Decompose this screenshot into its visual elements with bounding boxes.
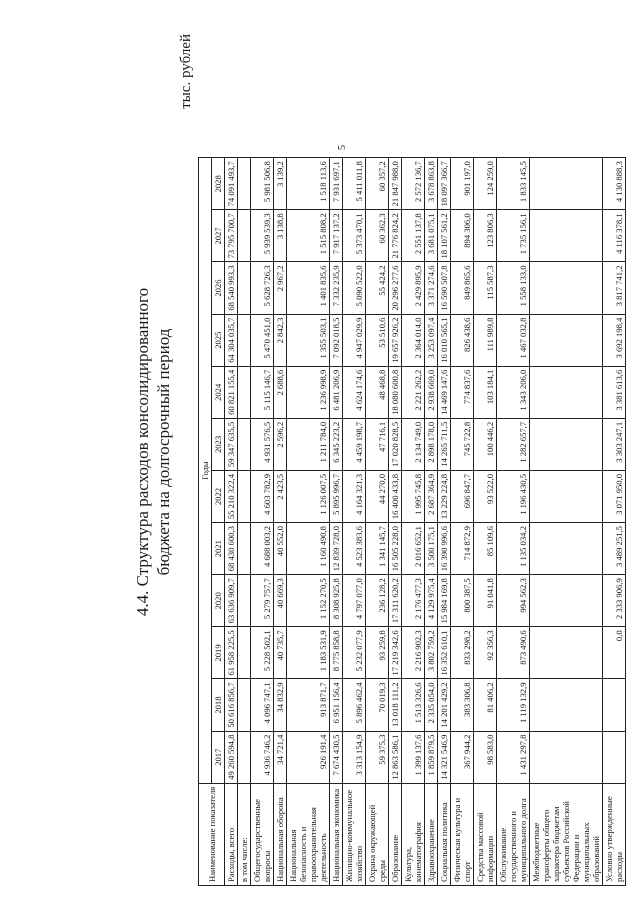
table-cell: 1 431 297,8 bbox=[497, 731, 530, 783]
table-cell: 7 092 018,5 bbox=[330, 314, 343, 366]
table-cell bbox=[530, 314, 603, 366]
row-label: Условно утвержденные расходы bbox=[603, 783, 626, 885]
table-cell: 34 832,9 bbox=[274, 679, 287, 731]
table-cell: 4 459 198,7 bbox=[343, 418, 366, 470]
years-group-header: Годы bbox=[199, 158, 212, 784]
table-cell: 68 540 993,3 bbox=[225, 262, 238, 314]
table-cell: 1 135 034,2 bbox=[497, 523, 530, 575]
table-cell: 111 989,8 bbox=[474, 314, 497, 366]
row-label: Национальная безопасность и правоохранительная деятельность bbox=[287, 783, 330, 885]
table-cell: 12 839 728,0 bbox=[330, 523, 343, 575]
row-label: Общегосударственные вопросы bbox=[251, 783, 274, 885]
table-cell: 7 917 137,2 bbox=[330, 210, 343, 262]
table-body bbox=[225, 158, 626, 886]
table-cell: 1 467 032,8 bbox=[497, 314, 530, 366]
table-cell: 2 423,5 bbox=[274, 471, 287, 523]
table-cell: 4 129 975,4 bbox=[425, 575, 438, 627]
table-cell: 91 041,8 bbox=[474, 575, 497, 627]
table-row bbox=[451, 158, 474, 886]
section-title-line1: 4.4. Структура расходов консолидированного bbox=[133, 287, 152, 617]
table-cell: 103 184,1 bbox=[474, 366, 497, 418]
table-cell bbox=[238, 418, 251, 470]
table-cell: 12 863 586,1 bbox=[389, 731, 402, 783]
table-cell: 4 936 746,2 bbox=[251, 731, 274, 783]
table-cell: 15 984 169,8 bbox=[438, 575, 451, 627]
table-cell: 800 387,5 bbox=[451, 575, 474, 627]
table-cell: 774 837,6 bbox=[451, 366, 474, 418]
table-cell: 20 296 277,6 bbox=[389, 262, 402, 314]
table-cell bbox=[238, 575, 251, 627]
table-cell: 2 551 137,8 bbox=[402, 210, 425, 262]
table-cell: 1 183 531,9 bbox=[287, 627, 330, 679]
row-label: Национальная экономика bbox=[330, 783, 343, 885]
table-cell: 4 130 888,3 bbox=[603, 158, 626, 210]
table-cell bbox=[530, 262, 603, 314]
table-cell: 4 116 378,1 bbox=[603, 210, 626, 262]
table-cell: 4 797 077,0 bbox=[343, 575, 366, 627]
table-cell: 59 375,3 bbox=[366, 731, 389, 783]
table-cell: 6 951 156,4 bbox=[330, 679, 343, 731]
table-cell: 73 795 700,7 bbox=[225, 210, 238, 262]
row-label: Образование bbox=[389, 783, 402, 885]
row-label: Расходы, всего bbox=[225, 783, 238, 885]
table-row bbox=[287, 158, 330, 886]
table-cell: 93 259,8 bbox=[366, 627, 389, 679]
table-cell: 50 616 856,7 bbox=[225, 679, 238, 731]
year-header: 2025 bbox=[212, 314, 225, 366]
table-cell: 17 311 620,2 bbox=[389, 575, 402, 627]
table-cell bbox=[530, 158, 603, 210]
table-cell: 1 558 133,0 bbox=[497, 262, 530, 314]
table-cell: 61 958 225,5 bbox=[225, 627, 238, 679]
table-cell: 6 481 206,9 bbox=[330, 366, 343, 418]
table-row bbox=[474, 158, 497, 886]
table-cell: 1 126 007,5 bbox=[287, 471, 330, 523]
table-cell: 81 406,2 bbox=[474, 679, 497, 731]
table-cell: 40 735,7 bbox=[274, 627, 287, 679]
row-label: Национальная оборона bbox=[274, 783, 287, 885]
table-cell bbox=[238, 523, 251, 575]
table-cell bbox=[530, 575, 603, 627]
table-cell: 55 210 322,4 bbox=[225, 471, 238, 523]
table-cell: 2 967,2 bbox=[274, 262, 287, 314]
table-cell: 1 833 145,5 bbox=[497, 158, 530, 210]
table-cell bbox=[530, 627, 603, 679]
table-cell: 849 865,6 bbox=[451, 262, 474, 314]
year-header: 2024 bbox=[212, 366, 225, 418]
table-cell: 2 016 652,1 bbox=[402, 523, 425, 575]
row-label: Межбюджетные трансферты общего характера бюджетам субъектов Российской Федерации и муниципальных образований bbox=[530, 783, 603, 885]
row-label: Культура, кинематография bbox=[402, 783, 425, 885]
table-cell: 60 357,2 bbox=[366, 158, 389, 210]
table-cell: 3 489 251,5 bbox=[603, 523, 626, 575]
table-cell: 994 562,3 bbox=[497, 575, 530, 627]
table-cell: 3 139,2 bbox=[274, 158, 287, 210]
table-cell: 4 164 321,3 bbox=[343, 471, 366, 523]
table-cell: 2 364 014,0 bbox=[402, 314, 425, 366]
table-row bbox=[238, 158, 251, 886]
page-number: 5 bbox=[337, 145, 348, 150]
table-cell: 44 270,0 bbox=[366, 471, 389, 523]
table-cell: 8 308 925,8 bbox=[330, 575, 343, 627]
year-header: 2019 bbox=[212, 627, 225, 679]
table-cell: 1 735 156,1 bbox=[497, 210, 530, 262]
table-cell: 2 176 477,3 bbox=[402, 575, 425, 627]
table-cell: 383 306,8 bbox=[451, 679, 474, 731]
table-cell: 0,0 bbox=[603, 627, 626, 679]
table-cell: 4 523 383,6 bbox=[343, 523, 366, 575]
table-cell: 18 107 561,2 bbox=[438, 210, 451, 262]
table-cell: 14 201 429,2 bbox=[438, 679, 451, 731]
table-cell: 2 688,6 bbox=[274, 366, 287, 418]
table-cell bbox=[603, 731, 626, 783]
table-cell: 3 138,8 bbox=[274, 210, 287, 262]
table-cell bbox=[530, 679, 603, 731]
year-header: 2023 bbox=[212, 418, 225, 470]
table-cell: 49 260 594,8 bbox=[225, 731, 238, 783]
table-cell: 17 219 342,6 bbox=[389, 627, 402, 679]
table-row bbox=[330, 158, 343, 886]
table-cell: 1 355 503,1 bbox=[287, 314, 330, 366]
table-cell: 826 438,6 bbox=[451, 314, 474, 366]
table-cell bbox=[530, 523, 603, 575]
table-cell: 19 657 926,2 bbox=[389, 314, 402, 366]
row-label: Жилищно-коммунальное хозяйство bbox=[343, 783, 366, 885]
table-cell: 6 345 223,2 bbox=[330, 418, 343, 470]
table-cell: 100 446,2 bbox=[474, 418, 497, 470]
expenditure-table bbox=[198, 157, 626, 886]
table-cell: 1 859 879,5 bbox=[425, 731, 438, 783]
table-cell bbox=[530, 471, 603, 523]
year-header: 2027 bbox=[212, 210, 225, 262]
table-cell: 2 938 669,0 bbox=[425, 366, 438, 418]
table-cell: 21 776 824,2 bbox=[389, 210, 402, 262]
table-cell: 2 429 895,9 bbox=[402, 262, 425, 314]
section-title bbox=[132, 12, 174, 892]
table-cell: 64 304 035,7 bbox=[225, 314, 238, 366]
table-cell: 1 343 206,0 bbox=[497, 366, 530, 418]
table-cell: 2 134 749,0 bbox=[402, 418, 425, 470]
table-cell: 1 282 657,7 bbox=[497, 418, 530, 470]
year-header: 2017 bbox=[212, 731, 225, 783]
table-cell: 367 944,2 bbox=[451, 731, 474, 783]
table-cell: 236 128,2 bbox=[366, 575, 389, 627]
table-cell: 5 232 077,9 bbox=[343, 627, 366, 679]
table-cell: 2 333 906,9 bbox=[603, 575, 626, 627]
table-row bbox=[402, 158, 425, 886]
table-cell: 8 775 858,8 bbox=[330, 627, 343, 679]
table-cell: 1 401 835,6 bbox=[287, 262, 330, 314]
table-cell: 5 373 470,1 bbox=[343, 210, 366, 262]
table-cell bbox=[238, 158, 251, 210]
row-label: Физическая культура и спорт bbox=[451, 783, 474, 885]
table-cell: 4 947 029,9 bbox=[343, 314, 366, 366]
table-cell: 1 399 137,6 bbox=[402, 731, 425, 783]
table-cell: 93 522,0 bbox=[474, 471, 497, 523]
table-cell: 48 468,8 bbox=[366, 366, 389, 418]
table-row bbox=[389, 158, 402, 886]
row-label: Охрана окружающей среды bbox=[366, 783, 389, 885]
table-cell: 714 872,9 bbox=[451, 523, 474, 575]
table-cell: 901 197,0 bbox=[451, 158, 474, 210]
table-cell: 2 572 136,7 bbox=[402, 158, 425, 210]
row-label: Средства массовой информации bbox=[474, 783, 497, 885]
table-cell: 4 688 003,2 bbox=[251, 523, 274, 575]
year-header: 2021 bbox=[212, 523, 225, 575]
header-row-group bbox=[199, 158, 212, 886]
row-label: Обслуживание государственного и муниципального долга bbox=[497, 783, 530, 885]
table-cell: 4 624 174,6 bbox=[343, 366, 366, 418]
table-cell: 16 400 433,8 bbox=[389, 471, 402, 523]
table-cell bbox=[603, 679, 626, 731]
table-cell: 16 010 565,1 bbox=[438, 314, 451, 366]
table-cell: 2 842,3 bbox=[274, 314, 287, 366]
table-cell: 18 097 366,7 bbox=[438, 158, 451, 210]
table-cell bbox=[238, 314, 251, 366]
table-cell: 115 587,3 bbox=[474, 262, 497, 314]
table-cell: 7 332 235,9 bbox=[330, 262, 343, 314]
table-cell: 14 321 546,9 bbox=[438, 731, 451, 783]
table-cell: 16 505 228,0 bbox=[389, 523, 402, 575]
table-cell: 85 109,6 bbox=[474, 523, 497, 575]
table-cell: 13 018 111,2 bbox=[389, 679, 402, 731]
table-cell: 124 259,0 bbox=[474, 158, 497, 210]
table-cell: 7 674 430,5 bbox=[330, 731, 343, 783]
table-cell: 3 371 274,6 bbox=[425, 262, 438, 314]
table-cell: 70 019,3 bbox=[366, 679, 389, 731]
table-cell bbox=[238, 679, 251, 731]
table-cell: 14 265 711,5 bbox=[438, 418, 451, 470]
table-cell: 873 490,6 bbox=[497, 627, 530, 679]
table-cell: 3 500 175,1 bbox=[425, 523, 438, 575]
table-row bbox=[497, 158, 530, 886]
year-header: 2020 bbox=[212, 575, 225, 627]
table-cell: 2 335 054,0 bbox=[425, 679, 438, 731]
table-cell: 5 228 502,1 bbox=[251, 627, 274, 679]
table-row bbox=[603, 158, 626, 886]
year-header: 2018 bbox=[212, 679, 225, 731]
table-cell: 5 470 451,0 bbox=[251, 314, 274, 366]
table-cell: 55 424,2 bbox=[366, 262, 389, 314]
table-cell: 2 687 364,9 bbox=[425, 471, 438, 523]
table-cell: 894 306,0 bbox=[451, 210, 474, 262]
table-cell: 1 119 132,9 bbox=[497, 679, 530, 731]
table-cell bbox=[238, 627, 251, 679]
unit-label: тыс. рублей bbox=[178, 34, 194, 109]
table-cell: 5 090 522,0 bbox=[343, 262, 366, 314]
table-cell bbox=[238, 262, 251, 314]
table-cell: 2 216 902,3 bbox=[402, 627, 425, 679]
table-cell: 745 722,8 bbox=[451, 418, 474, 470]
table-cell: 3 381 613,6 bbox=[603, 366, 626, 418]
table-cell: 5 939 539,3 bbox=[251, 210, 274, 262]
table-cell: 3 681 075,1 bbox=[425, 210, 438, 262]
table-cell: 59 347 635,5 bbox=[225, 418, 238, 470]
table-cell: 1 152 270,5 bbox=[287, 575, 330, 627]
table-cell: 74 091 493,7 bbox=[225, 158, 238, 210]
table-cell: 4 931 576,5 bbox=[251, 418, 274, 470]
table-cell: 40 552,0 bbox=[274, 523, 287, 575]
table-cell: 123 806,3 bbox=[474, 210, 497, 262]
table-cell bbox=[238, 210, 251, 262]
table-row bbox=[225, 158, 238, 886]
table-cell: 47 716,1 bbox=[366, 418, 389, 470]
table-cell: 2 221 262,2 bbox=[402, 366, 425, 418]
table-cell: 5 115 146,7 bbox=[251, 366, 274, 418]
table-cell: 1 341 145,7 bbox=[366, 523, 389, 575]
row-label: в том числе: bbox=[238, 783, 251, 885]
table-cell: 1 995 745,8 bbox=[402, 471, 425, 523]
table-cell bbox=[530, 418, 603, 470]
row-label: Социальная политика bbox=[438, 783, 451, 885]
table-cell: 21 847 988,0 bbox=[389, 158, 402, 210]
table-row bbox=[438, 158, 451, 886]
table-cell: 2 596,2 bbox=[274, 418, 287, 470]
table-cell: 1 518 113,6 bbox=[287, 158, 330, 210]
table-cell: 3 678 863,8 bbox=[425, 158, 438, 210]
table-cell: 92 356,3 bbox=[474, 627, 497, 679]
table-row bbox=[530, 158, 603, 886]
table-cell bbox=[530, 210, 603, 262]
table-cell: 3 817 741,2 bbox=[603, 262, 626, 314]
table-cell: 60 821 155,4 bbox=[225, 366, 238, 418]
row-label: Здравоохранение bbox=[425, 783, 438, 885]
table-cell bbox=[238, 366, 251, 418]
table-cell: 926 191,4 bbox=[287, 731, 330, 783]
table-cell: 16 352 610,1 bbox=[438, 627, 451, 679]
table-cell: 16 590 507,8 bbox=[438, 262, 451, 314]
table-row bbox=[274, 158, 287, 886]
table-cell: 53 510,6 bbox=[366, 314, 389, 366]
table-cell: 17 020 828,5 bbox=[389, 418, 402, 470]
name-header: Наименование показателя bbox=[199, 783, 225, 885]
years-header-row bbox=[212, 158, 225, 886]
table-cell: 3 303 247,1 bbox=[603, 418, 626, 470]
rotated-page-content bbox=[20, 12, 624, 892]
table-cell: 833 298,2 bbox=[451, 627, 474, 679]
table-row bbox=[425, 158, 438, 886]
table-cell: 5 628 726,3 bbox=[251, 262, 274, 314]
table-cell: 5 981 506,8 bbox=[251, 158, 274, 210]
table-cell: 68 430 600,3 bbox=[225, 523, 238, 575]
table-cell: 696 847,7 bbox=[451, 471, 474, 523]
table-cell: 34 721,4 bbox=[274, 731, 287, 783]
table-cell: 14 469 147,6 bbox=[438, 366, 451, 418]
table-cell: 1 196 430,5 bbox=[497, 471, 530, 523]
section-title-line2: бюджета на долгосрочный период bbox=[154, 328, 173, 576]
table-cell: 5 896 462,4 bbox=[343, 679, 366, 731]
table-cell: 7 931 697,1 bbox=[330, 158, 343, 210]
year-header: 2022 bbox=[212, 471, 225, 523]
table-cell: 3 802 759,2 bbox=[425, 627, 438, 679]
table-cell: 5 411 011,8 bbox=[343, 158, 366, 210]
table-row bbox=[251, 158, 274, 886]
table-cell: 1 160 490,8 bbox=[287, 523, 330, 575]
table-cell: 40 669,3 bbox=[274, 575, 287, 627]
table-row bbox=[366, 158, 389, 886]
table-cell: 98 583,0 bbox=[474, 731, 497, 783]
table-cell: 4 603 782,9 bbox=[251, 471, 274, 523]
table-cell: 3 253 097,4 bbox=[425, 314, 438, 366]
table-cell: 18 080 600,8 bbox=[389, 366, 402, 418]
table-cell: 1 211 784,0 bbox=[287, 418, 330, 470]
table-cell bbox=[530, 731, 603, 783]
table-cell: 1 513 326,6 bbox=[402, 679, 425, 731]
table-cell: 1 515 808,2 bbox=[287, 210, 330, 262]
year-header: 2028 bbox=[212, 158, 225, 210]
table-cell: 3 692 198,4 bbox=[603, 314, 626, 366]
table-cell: 60 362,3 bbox=[366, 210, 389, 262]
table-cell: 13 229 224,8 bbox=[438, 471, 451, 523]
year-header: 2026 bbox=[212, 262, 225, 314]
table-cell: 63 636 909,7 bbox=[225, 575, 238, 627]
table-cell: 1 236 998,9 bbox=[287, 366, 330, 418]
table-cell bbox=[238, 731, 251, 783]
table-cell bbox=[530, 366, 603, 418]
table-cell bbox=[238, 471, 251, 523]
table-cell: 3 313 154,9 bbox=[343, 731, 366, 783]
table-row bbox=[343, 158, 366, 886]
table-cell: 3 071 950,0 bbox=[603, 471, 626, 523]
table-cell: 2 898 178,0 bbox=[425, 418, 438, 470]
table-cell: 4 096 747,1 bbox=[251, 679, 274, 731]
table-cell: 913 871,7 bbox=[287, 679, 330, 731]
table-cell: 5 895 996,7 bbox=[330, 471, 343, 523]
table-cell: 16 390 996,6 bbox=[438, 523, 451, 575]
table-cell: 5 279 757,7 bbox=[251, 575, 274, 627]
